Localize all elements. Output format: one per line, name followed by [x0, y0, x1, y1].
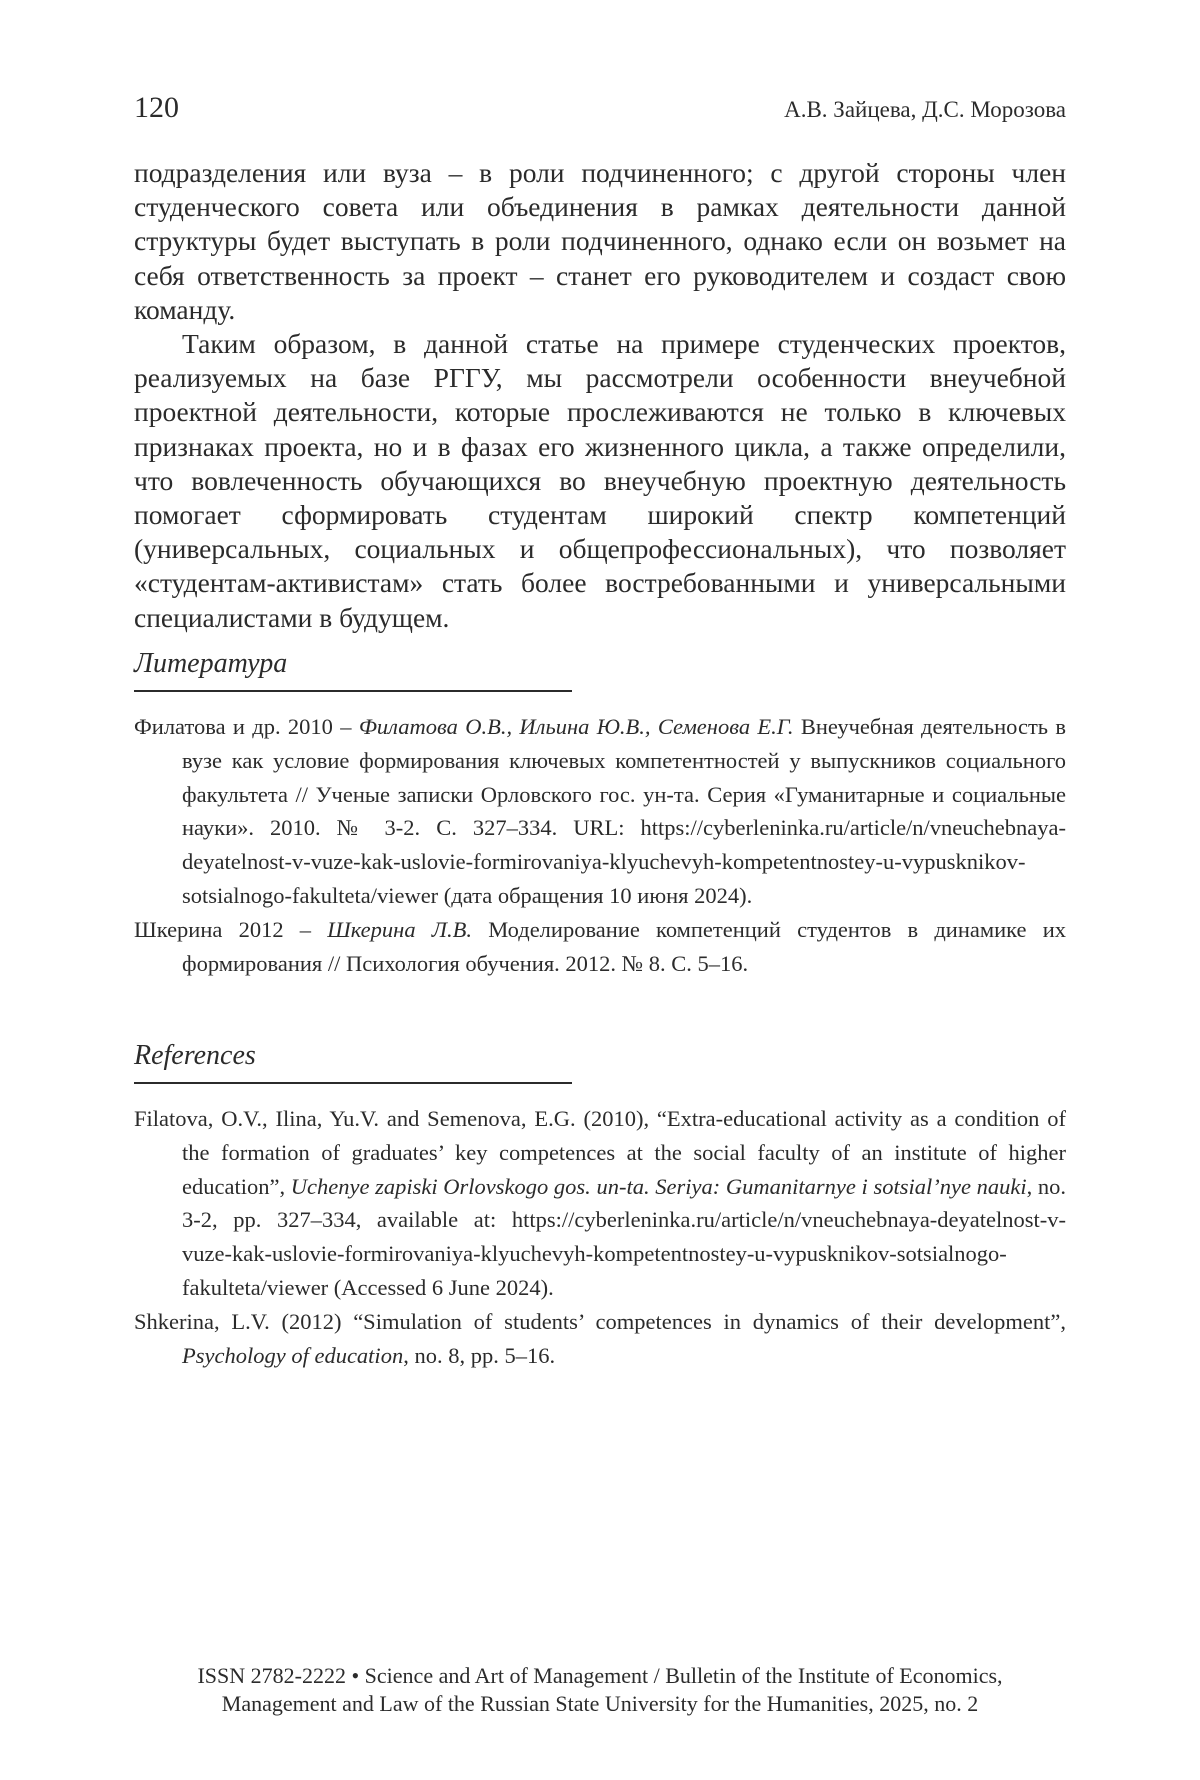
reference-details: , no. 3-2, pp. 327–334, available at: https://cyberleninka.ru/article/n/vneuchebnaya-deyatelnost-v-vuze-kak-uslovie-formirovaniya-klyuchevyh-kompetentnostey-u-vypusknikov-sotsialnogo-fakulteta/viewer (Accessed 6 June 2024).: [182, 1173, 1067, 1300]
running-head: [134, 90, 1066, 126]
literature-item: [134, 913, 1066, 981]
body-paragraph: подразделения или вуза – в роли подчиненного; с другой стороны член студенческого совета или объединения в рамках деятельности данной структуры будет выступать в роли подчиненного, однако если он возьмет на себя ответственность за проект – станет его руководителем и создаст свою команду.: [134, 157, 1066, 325]
reference-text: Filatova, O.V., Ilina, Yu.V. and Semenova, E.G. (2010), “Extra-educational activity as a condition of the formation of graduates’ key competences at the social faculty of an institute of higher education”,: [134, 1106, 1066, 1199]
reference-details: Внеучебная деятельность в вузе как условие формирования ключевых компетентностей у выпускников социального факультета // Ученые записки Орловского гос. ун-та. Серия «Гуманитарные и социальные науки». 2010. № 3-2. С. 327–334. URL: https://cyberleninka.ru/article/n/vneuchebnaya-deyatelnost-v-vuze-kak-uslovie-formirovaniya-klyuchevyh-kompetentnostey-u-vypusknikov-sotsialnogo-fakulteta/viewer (дата обращения 10 июня 2024).: [182, 714, 1067, 908]
reference-item: [134, 1102, 1066, 1305]
literature-list: [134, 710, 1066, 980]
running-head-authors: А.В. Зайцева, Д.С. Морозова: [784, 97, 1066, 122]
footer-line: Management and Law of the Russian State University for the Humanities, 2025, no. 2: [221, 1691, 979, 1716]
reference-details: , no. 8, pp. 5–16.: [403, 1342, 556, 1368]
reference-key: Шкерина 2012 –: [134, 916, 328, 942]
reference-text: Shkerina, L.V. (2012) “Simulation of students’ competences in dynamics of their development”,: [134, 1308, 1066, 1334]
journal-page: [134, 0, 1066, 1780]
references-heading: References: [134, 1038, 572, 1084]
reference-authors: Шкерина Л.В.: [327, 916, 472, 942]
page-number: 120: [134, 91, 179, 124]
reference-authors: Филатова О.В., Ильина Ю.В., Семенова Е.Г.: [358, 714, 794, 739]
article-body: [134, 156, 1066, 635]
reference-key: Филатова и др. 2010 –: [134, 714, 359, 739]
reference-item: [134, 1305, 1066, 1373]
journal-footer: [134, 1662, 1066, 1718]
literature-item: [134, 710, 1066, 913]
reference-journal: Psychology of education: [182, 1342, 404, 1368]
reference-journal: Uchenye zapiski Orlovskogo gos. un-ta. Seriya: Gumanitarnye i sotsial’nye nauki: [290, 1173, 1027, 1199]
reference-details: Моделирование компетенций студентов в динамике их формирования // Психология обучения. 2012. № 8. С. 5–16.: [182, 916, 1067, 976]
references-list: [134, 1102, 1066, 1372]
literature-heading: Литература: [134, 646, 572, 692]
conclusion-paragraph: Таким образом, в данной статье на примере студенческих проектов, реализуемых на базе РГГУ, мы рассмотрели особенности внеучебной проектной деятельности, которые прослеживаются не только в ключевых признаках проекта, но и в фазах его жизненного цикла, а также определили, что вовлеченность обучающихся во внеучебную проектную деятельность помогает сформировать студентам широкий спектр компетенций (универсальных, социальных и общепрофессиональных), что позволяет «студентам-активистам» стать более востребованными и универсальными специалистами в будущем.: [134, 328, 1066, 633]
footer-line: ISSN 2782-2222 • Science and Art of Management / Bulletin of the Institute of Economics,: [197, 1663, 1003, 1688]
